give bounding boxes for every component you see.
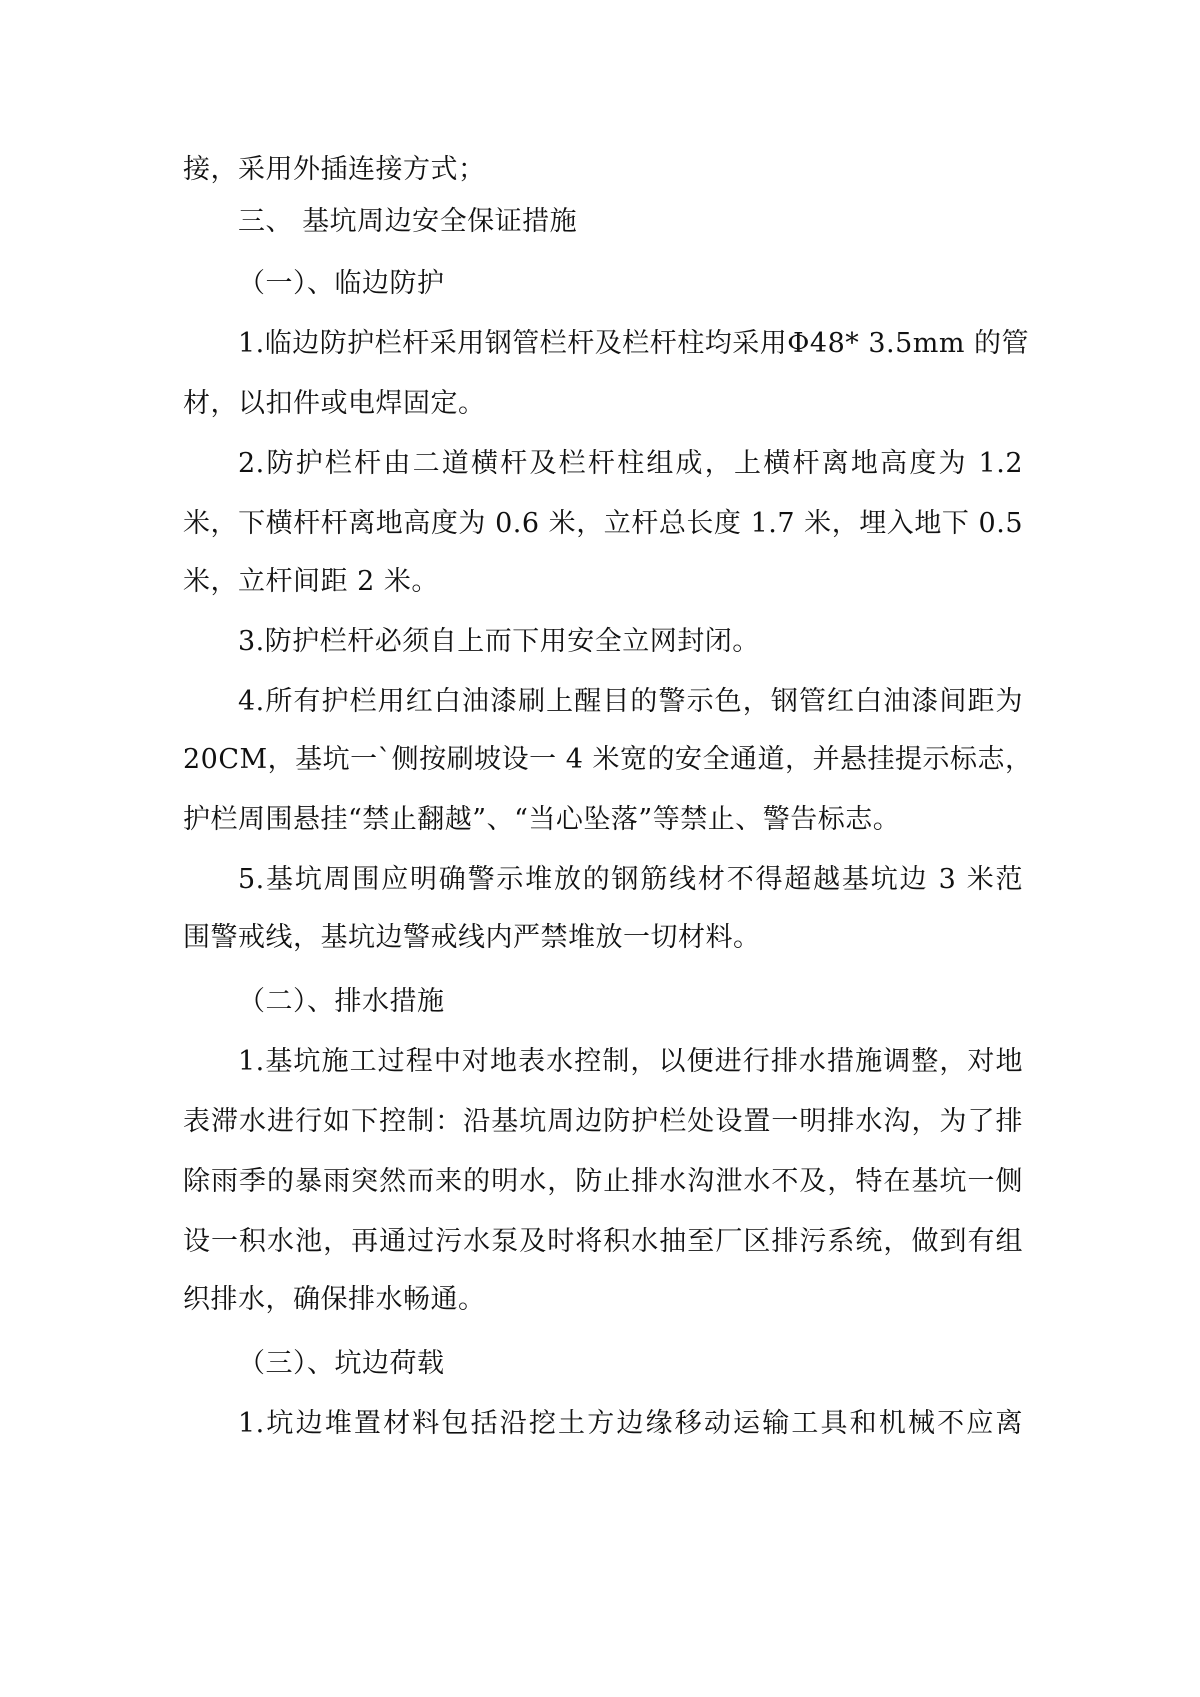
text-line: 围警戒线，基坑边警戒线内严禁堆放一切材料。	[183, 922, 761, 953]
text-line: 表滞水进行如下控制：沿基坑周边防护栏处设置一明排水沟，为了排	[183, 1106, 1023, 1137]
text-line: 护栏周围悬挂“禁止翻越”、“当心坠落”等禁止、警告标志。	[183, 804, 901, 835]
text-line: 4.所有护栏用红白油漆刷上醒目的警示色，钢管红白油漆间距为	[238, 686, 1023, 717]
subsection-heading: （三）、坑边荷载	[238, 1348, 445, 1379]
text-line: 米，立杆间距 2 米。	[183, 566, 439, 597]
text-line: 1.基坑施工过程中对地表水控制，以便进行排水措施调整，对地	[238, 1046, 1023, 1077]
text-line: 织排水，确保排水畅通。	[183, 1284, 486, 1315]
text-line: 材，以扣件或电焊固定。	[183, 388, 486, 419]
text-line: 接，采用外插连接方式；	[183, 154, 486, 185]
text-line: 2.防护栏杆由二道横杆及栏杆柱组成，上横杆离地高度为 1.2	[238, 448, 1023, 479]
text-line: 1.坑边堆置材料包括沿挖土方边缘移动运输工具和机械不应离	[238, 1408, 1023, 1439]
text-line: 设一积水池，再通过污水泵及时将积水抽至厂区排污系统，做到有组	[183, 1226, 1023, 1257]
section-heading: 三、 基坑周边安全保证措施	[238, 206, 578, 237]
subsection-heading: （二）、排水措施	[238, 986, 445, 1017]
text-line: 除雨季的暴雨突然而来的明水，防止排水沟泄水不及，特在基坑一侧	[183, 1166, 1023, 1197]
text-line: 3.防护栏杆必须自上而下用安全立网封闭。	[238, 626, 760, 657]
text-line: 20CM，基坑一`侧按刷坡设一 4 米宽的安全通道，并悬挂提示标志，	[183, 744, 1033, 775]
subsection-heading: （一）、临边防护	[238, 268, 445, 299]
text-line: 5.基坑周围应明确警示堆放的钢筋线材不得超越基坑边 3 米范	[238, 864, 1023, 895]
text-line: 1.临边防护栏杆采用钢管栏杆及栏杆柱均采用Φ48* 3.5mm 的管	[238, 328, 1030, 359]
text-line: 米，下横杆杆离地高度为 0.6 米，立杆总长度 1.7 米，埋入地下 0.5	[183, 508, 1023, 539]
